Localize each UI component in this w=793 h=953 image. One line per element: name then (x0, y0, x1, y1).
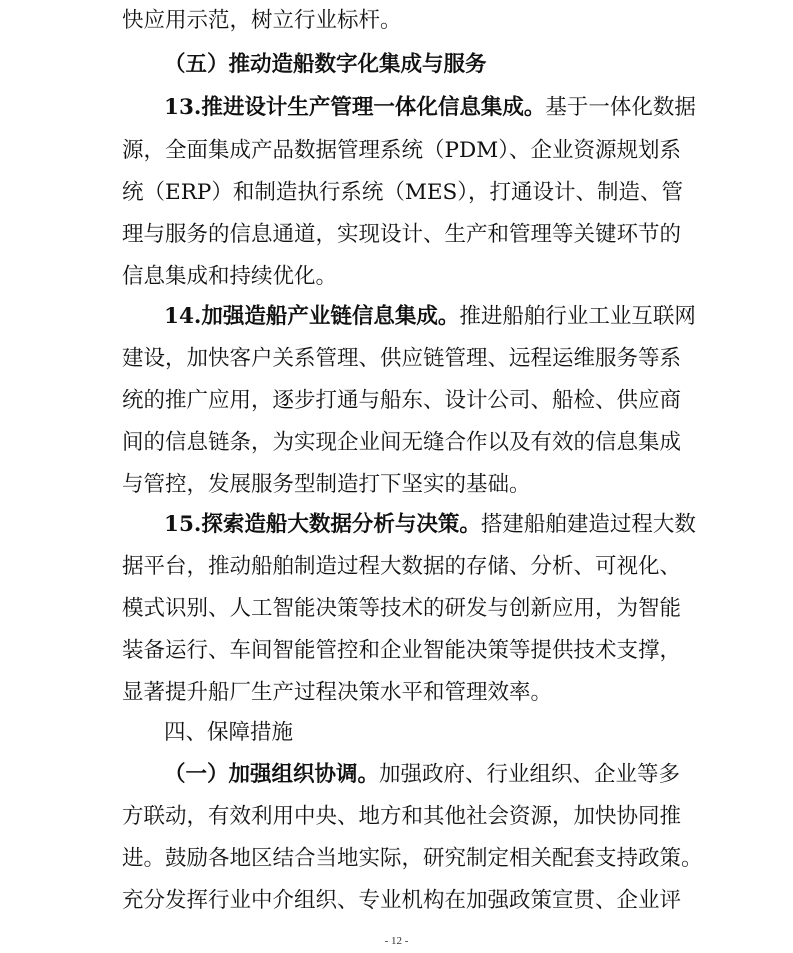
section-heading-5: （五）推动造船数字化集成与服务 (164, 52, 487, 77)
text-line: 充分发挥行业中介组织、专业机构在加强政策宣贯、企业评 (122, 888, 682, 913)
text-line: 统的推广应用，逐步打通与船东、设计公司、船检、供应商 (122, 388, 682, 413)
text-line: 源，全面集成产品数据管理系统（PDM）、企业资源规划系 (122, 138, 681, 163)
paragraph-14-text: 推进船舶行业工业互联网 (459, 304, 696, 329)
paragraph-15-line-1 (164, 512, 696, 538)
subsection-1-line-1 (164, 762, 681, 788)
paragraph-13-text: 基于一体化数据 (545, 95, 696, 120)
text-line: 显著提升船厂生产过程决策水平和管理效率。 (122, 680, 553, 705)
paragraph-13-line-1 (164, 95, 696, 121)
paragraph-15-text: 搭建船舶建造过程大数 (480, 512, 696, 537)
text-line: 理与服务的信息通道，实现设计、生产和管理等关键环节的 (122, 222, 682, 247)
text-line: 间的信息链条，为实现企业间无缝合作以及有效的信息集成 (122, 430, 682, 455)
section-heading-4: 四、保障措施 (164, 720, 294, 745)
text-line: 快应用示范，树立行业标杆。 (122, 8, 402, 33)
subsection-1-text: 加强政府、行业组织、企业等多 (379, 762, 681, 787)
text-line: 与管控，发展服务型制造打下坚实的基础。 (122, 472, 531, 497)
text-line: 进。鼓励各地区结合当地实际，研究制定相关配套支持政策。 (122, 846, 703, 871)
page-number: - 12 - (384, 935, 409, 947)
paragraph-14-line-1 (164, 304, 696, 330)
text-line: 模式识别、人工智能决策等技术的研发与创新应用，为智能 (122, 596, 682, 621)
text-line: 据平台，推动船舶制造过程大数据的存储、分析、可视化、 (122, 554, 682, 579)
text-line: 建设，加快客户关系管理、供应链管理、远程运维服务等系 (122, 346, 682, 371)
text-line: 信息集成和持续优化。 (122, 264, 338, 289)
text-line: 装备运行、车间智能管控和企业智能决策等提供技术支撑， (122, 638, 682, 663)
text-line: 方联动，有效利用中央、地方和其他社会资源，加快协同推 (122, 804, 682, 829)
paragraph-13-title: 13.推进设计生产管理一体化信息集成。 (164, 95, 546, 120)
paragraph-14-title: 14.加强造船产业链信息集成。 (164, 304, 460, 329)
paragraph-15-title: 15.探索造船大数据分析与决策。 (164, 512, 481, 537)
text-line: 统（ERP）和制造执行系统（MES），打通设计、制造、管 (122, 180, 684, 205)
subsection-1-title: （一）加强组织协调。 (164, 762, 380, 787)
